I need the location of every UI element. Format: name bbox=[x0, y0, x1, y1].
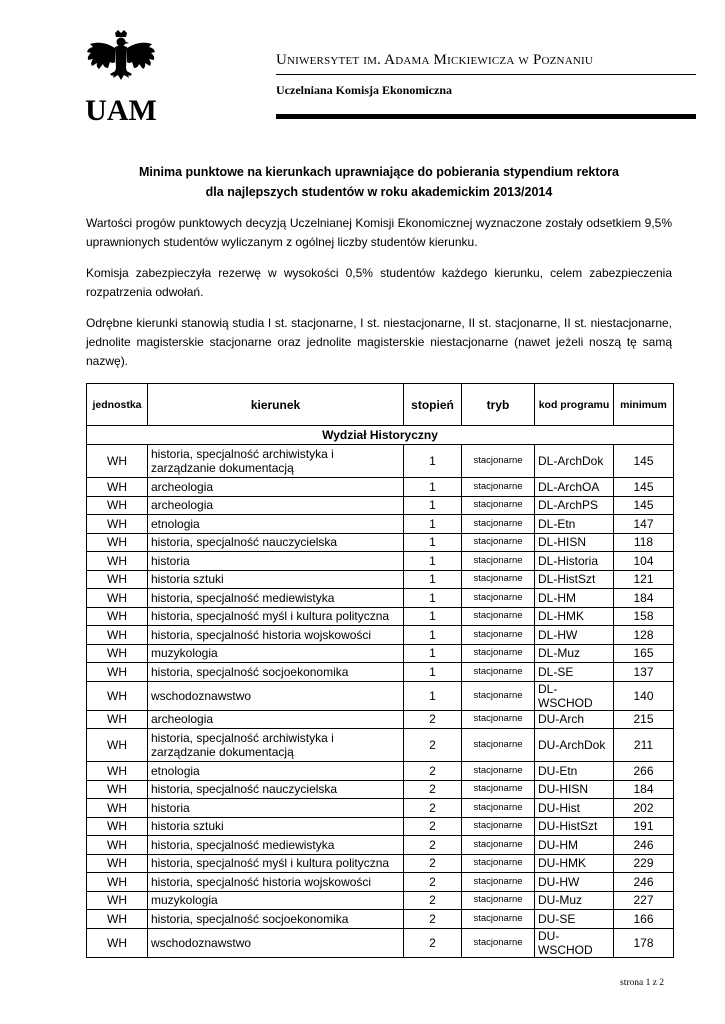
cell-mode: stacjonarne bbox=[462, 729, 535, 762]
cell-field: historia, specjalność archiwistyka i zarządzanie dokumentacją bbox=[148, 445, 404, 478]
table-row bbox=[87, 817, 674, 836]
cell-field: historia, specjalność myśl i kultura polityczna bbox=[148, 854, 404, 873]
cell-degree: 2 bbox=[404, 817, 462, 836]
cell-field: historia, specjalność socjoekonomika bbox=[148, 910, 404, 929]
cell-unit: WH bbox=[87, 780, 148, 799]
cell-degree: 2 bbox=[404, 799, 462, 818]
cell-degree: 1 bbox=[404, 533, 462, 552]
cell-unit: WH bbox=[87, 445, 148, 478]
cell-unit: WH bbox=[87, 762, 148, 781]
cell-mode: stacjonarne bbox=[462, 496, 535, 515]
cell-minimum: 184 bbox=[614, 780, 674, 799]
cell-minimum: 137 bbox=[614, 663, 674, 682]
cell-field: historia, specjalność socjoekonomika bbox=[148, 663, 404, 682]
cell-code: DL-SE bbox=[535, 663, 614, 682]
cell-degree: 1 bbox=[404, 644, 462, 663]
cell-degree: 1 bbox=[404, 589, 462, 608]
cell-field: historia bbox=[148, 799, 404, 818]
cell-code: DU-HW bbox=[535, 873, 614, 892]
cell-minimum: 211 bbox=[614, 729, 674, 762]
table-header-row bbox=[87, 384, 674, 426]
eagle-emblem-icon bbox=[84, 30, 158, 124]
cell-code: DU-Hist bbox=[535, 799, 614, 818]
cell-minimum: 266 bbox=[614, 762, 674, 781]
header-bold-divider bbox=[276, 114, 696, 119]
cell-code: DL-HMK bbox=[535, 607, 614, 626]
cell-field: wschodoznawstwo bbox=[148, 928, 404, 957]
cell-degree: 1 bbox=[404, 626, 462, 645]
cell-unit: WH bbox=[87, 928, 148, 957]
cell-degree: 1 bbox=[404, 478, 462, 497]
table-row bbox=[87, 854, 674, 873]
table-row bbox=[87, 873, 674, 892]
cell-code: DU-ArchDok bbox=[535, 729, 614, 762]
cell-unit: WH bbox=[87, 626, 148, 645]
cell-minimum: 128 bbox=[614, 626, 674, 645]
cell-code: DU-SE bbox=[535, 910, 614, 929]
cell-mode: stacjonarne bbox=[462, 663, 535, 682]
paragraph-reserve: Komisja zabezpieczyła rezerwę w wysokości 0,5% studentów każdego kierunku, celem zabezpieczenia rozpatrzenia odwołań. bbox=[86, 266, 672, 299]
cell-mode: stacjonarne bbox=[462, 780, 535, 799]
cell-field: archeologia bbox=[148, 478, 404, 497]
cell-field: wschodoznawstwo bbox=[148, 681, 404, 710]
cell-minimum: 140 bbox=[614, 681, 674, 710]
cell-code: DL-ArchOA bbox=[535, 478, 614, 497]
cell-degree: 2 bbox=[404, 762, 462, 781]
cell-minimum: 145 bbox=[614, 445, 674, 478]
cell-mode: stacjonarne bbox=[462, 515, 535, 534]
cell-code: DL-Etn bbox=[535, 515, 614, 534]
cell-code: DL-HM bbox=[535, 589, 614, 608]
cell-degree: 1 bbox=[404, 515, 462, 534]
cell-code: DU-WSCHOD bbox=[535, 928, 614, 957]
cell-unit: WH bbox=[87, 663, 148, 682]
cell-degree: 2 bbox=[404, 836, 462, 855]
table-row bbox=[87, 570, 674, 589]
cell-minimum: 178 bbox=[614, 928, 674, 957]
table-row bbox=[87, 928, 674, 957]
cell-minimum: 145 bbox=[614, 478, 674, 497]
cell-minimum: 118 bbox=[614, 533, 674, 552]
table-row bbox=[87, 891, 674, 910]
cell-field: historia, specjalność historia wojskowości bbox=[148, 873, 404, 892]
cell-unit: WH bbox=[87, 854, 148, 873]
cell-code: DU-HistSzt bbox=[535, 817, 614, 836]
cell-unit: WH bbox=[87, 817, 148, 836]
cell-mode: stacjonarne bbox=[462, 626, 535, 645]
minimum-points-table bbox=[86, 383, 674, 958]
university-name: Uniwersytet im. Adama Mickiewicza w Poznaniu bbox=[276, 52, 593, 68]
cell-field: muzykologia bbox=[148, 644, 404, 663]
table-row bbox=[87, 762, 674, 781]
table-row bbox=[87, 552, 674, 571]
cell-minimum: 184 bbox=[614, 589, 674, 608]
cell-mode: stacjonarne bbox=[462, 817, 535, 836]
header-code: kod programu bbox=[535, 384, 614, 426]
table-row bbox=[87, 626, 674, 645]
table-row bbox=[87, 589, 674, 608]
table-row bbox=[87, 729, 674, 762]
cell-unit: WH bbox=[87, 478, 148, 497]
cell-minimum: 202 bbox=[614, 799, 674, 818]
page-number: strona 1 z 2 bbox=[620, 978, 665, 988]
table-row bbox=[87, 910, 674, 929]
cell-code: DL-HistSzt bbox=[535, 570, 614, 589]
cell-mode: stacjonarne bbox=[462, 644, 535, 663]
cell-minimum: 165 bbox=[614, 644, 674, 663]
header-minimum: minimum bbox=[614, 384, 674, 426]
table-row bbox=[87, 533, 674, 552]
cell-degree: 2 bbox=[404, 710, 462, 729]
logo-monogram: UAM bbox=[85, 94, 157, 124]
table-row bbox=[87, 681, 674, 710]
cell-minimum: 147 bbox=[614, 515, 674, 534]
cell-degree: 2 bbox=[404, 729, 462, 762]
cell-minimum: 191 bbox=[614, 817, 674, 836]
cell-field: historia, specjalność historia wojskowości bbox=[148, 626, 404, 645]
cell-unit: WH bbox=[87, 515, 148, 534]
cell-unit: WH bbox=[87, 910, 148, 929]
cell-unit: WH bbox=[87, 533, 148, 552]
cell-mode: stacjonarne bbox=[462, 910, 535, 929]
cell-field: etnologia bbox=[148, 515, 404, 534]
title-line-2: dla najlepszych studentów w roku akademickim 2013/2014 bbox=[205, 185, 553, 199]
document-title bbox=[86, 162, 672, 202]
cell-field: historia, specjalność archiwistyka i zarządzanie dokumentacją bbox=[148, 729, 404, 762]
cell-mode: stacjonarne bbox=[462, 854, 535, 873]
cell-degree: 2 bbox=[404, 873, 462, 892]
cell-mode: stacjonarne bbox=[462, 445, 535, 478]
cell-code: DL-HW bbox=[535, 626, 614, 645]
cell-field: historia sztuki bbox=[148, 817, 404, 836]
cell-unit: WH bbox=[87, 836, 148, 855]
cell-field: archeologia bbox=[148, 710, 404, 729]
cell-field: historia, specjalność mediewistyka bbox=[148, 836, 404, 855]
cell-unit: WH bbox=[87, 873, 148, 892]
cell-unit: WH bbox=[87, 644, 148, 663]
cell-degree: 2 bbox=[404, 928, 462, 957]
header-degree: stopień bbox=[404, 384, 462, 426]
cell-degree: 2 bbox=[404, 891, 462, 910]
cell-mode: stacjonarne bbox=[462, 607, 535, 626]
cell-mode: stacjonarne bbox=[462, 533, 535, 552]
committee-name: Uczelniana Komisja Ekonomiczna bbox=[276, 83, 452, 97]
cell-unit: WH bbox=[87, 799, 148, 818]
cell-mode: stacjonarne bbox=[462, 873, 535, 892]
cell-code: DL-ArchPS bbox=[535, 496, 614, 515]
cell-code: DU-HM bbox=[535, 836, 614, 855]
cell-minimum: 215 bbox=[614, 710, 674, 729]
cell-code: DU-Arch bbox=[535, 710, 614, 729]
cell-code: DU-Muz bbox=[535, 891, 614, 910]
cell-code: DU-HISN bbox=[535, 780, 614, 799]
cell-field: historia bbox=[148, 552, 404, 571]
cell-minimum: 229 bbox=[614, 854, 674, 873]
cell-code: DL-HISN bbox=[535, 533, 614, 552]
cell-minimum: 246 bbox=[614, 873, 674, 892]
cell-minimum: 227 bbox=[614, 891, 674, 910]
cell-degree: 1 bbox=[404, 570, 462, 589]
header-divider bbox=[276, 74, 696, 75]
table-row bbox=[87, 496, 674, 515]
cell-code: DU-Etn bbox=[535, 762, 614, 781]
cell-field: historia sztuki bbox=[148, 570, 404, 589]
header-field: kierunek bbox=[148, 384, 404, 426]
cell-mode: stacjonarne bbox=[462, 570, 535, 589]
cell-degree: 1 bbox=[404, 681, 462, 710]
section-row bbox=[87, 426, 674, 445]
cell-unit: WH bbox=[87, 681, 148, 710]
cell-field: historia, specjalność myśl i kultura polityczna bbox=[148, 607, 404, 626]
paragraph-separate-fields: Odrębne kierunki stanowią studia I st. stacjonarne, I st. niestacjonarne, II st. stacjonarne, II st. niestacjonarne, jednolite magisterskie stacjonarne oraz jednolite magisterskie niestacjonarne (nawet jeżeli noszą tę samą nazwę). bbox=[86, 316, 672, 368]
table-row bbox=[87, 644, 674, 663]
cell-unit: WH bbox=[87, 729, 148, 762]
cell-degree: 1 bbox=[404, 663, 462, 682]
header-mode: tryb bbox=[462, 384, 535, 426]
cell-minimum: 104 bbox=[614, 552, 674, 571]
cell-mode: stacjonarne bbox=[462, 928, 535, 957]
cell-mode: stacjonarne bbox=[462, 762, 535, 781]
cell-unit: WH bbox=[87, 891, 148, 910]
table-row bbox=[87, 780, 674, 799]
cell-degree: 1 bbox=[404, 552, 462, 571]
cell-unit: WH bbox=[87, 589, 148, 608]
cell-degree: 1 bbox=[404, 607, 462, 626]
cell-degree: 2 bbox=[404, 854, 462, 873]
cell-minimum: 121 bbox=[614, 570, 674, 589]
cell-mode: stacjonarne bbox=[462, 552, 535, 571]
table-row bbox=[87, 515, 674, 534]
cell-mode: stacjonarne bbox=[462, 891, 535, 910]
cell-field: historia, specjalność mediewistyka bbox=[148, 589, 404, 608]
cell-code: DL-Historia bbox=[535, 552, 614, 571]
cell-field: historia, specjalność nauczycielska bbox=[148, 533, 404, 552]
cell-mode: stacjonarne bbox=[462, 589, 535, 608]
section-title: Wydział Historyczny bbox=[87, 426, 674, 445]
cell-field: muzykologia bbox=[148, 891, 404, 910]
table-row bbox=[87, 607, 674, 626]
cell-mode: stacjonarne bbox=[462, 799, 535, 818]
cell-mode: stacjonarne bbox=[462, 710, 535, 729]
header-unit: jednostka bbox=[87, 384, 148, 426]
table-row bbox=[87, 799, 674, 818]
cell-unit: WH bbox=[87, 710, 148, 729]
cell-degree: 2 bbox=[404, 910, 462, 929]
university-logo bbox=[84, 30, 158, 124]
title-line-1: Minima punktowe na kierunkach uprawniające do pobierania stypendium rektora bbox=[139, 165, 619, 179]
table-row bbox=[87, 710, 674, 729]
cell-field: archeologia bbox=[148, 496, 404, 515]
cell-mode: stacjonarne bbox=[462, 836, 535, 855]
cell-degree: 2 bbox=[404, 780, 462, 799]
cell-field: etnologia bbox=[148, 762, 404, 781]
cell-minimum: 158 bbox=[614, 607, 674, 626]
cell-unit: WH bbox=[87, 607, 148, 626]
cell-mode: stacjonarne bbox=[462, 681, 535, 710]
table-row bbox=[87, 445, 674, 478]
cell-minimum: 145 bbox=[614, 496, 674, 515]
cell-unit: WH bbox=[87, 496, 148, 515]
cell-degree: 1 bbox=[404, 445, 462, 478]
cell-code: DL-WSCHOD bbox=[535, 681, 614, 710]
cell-code: DL-Muz bbox=[535, 644, 614, 663]
cell-minimum: 246 bbox=[614, 836, 674, 855]
cell-unit: WH bbox=[87, 570, 148, 589]
cell-mode: stacjonarne bbox=[462, 478, 535, 497]
table-row bbox=[87, 478, 674, 497]
cell-unit: WH bbox=[87, 552, 148, 571]
cell-code: DU-HMK bbox=[535, 854, 614, 873]
table-row bbox=[87, 836, 674, 855]
cell-code: DL-ArchDok bbox=[535, 445, 614, 478]
cell-degree: 1 bbox=[404, 496, 462, 515]
cell-minimum: 166 bbox=[614, 910, 674, 929]
table-row bbox=[87, 663, 674, 682]
cell-field: historia, specjalność nauczycielska bbox=[148, 780, 404, 799]
paragraph-thresholds: Wartości progów punktowych decyzją Uczelnianej Komisji Ekonomicznej wyznaczone zostały odsetkiem 9,5% uprawnionych studentów wyliczanym z ogólnej liczby studentów kierunku. bbox=[86, 216, 672, 249]
